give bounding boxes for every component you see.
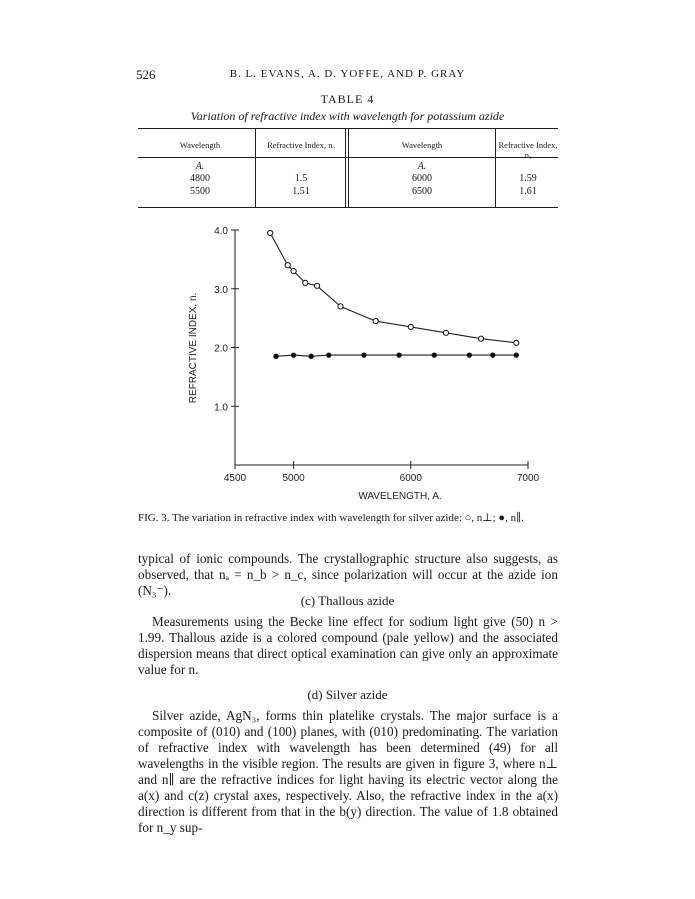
page-number: 526 bbox=[136, 67, 156, 82]
paragraph: typical of ionic compounds. The crystallographic structure also suggests, as observed, that nₐ = n_b > n_c, since polarization will occur at the azide ion (N₃⁻). bbox=[138, 551, 558, 598]
table-cell: 5500 bbox=[190, 186, 210, 197]
data-point-open bbox=[268, 230, 273, 235]
table-header-wavelength: Wavelength bbox=[179, 140, 221, 150]
data-point-filled bbox=[514, 353, 518, 357]
y-tick-label: 2.0 bbox=[214, 343, 228, 355]
table-title: TABLE 4 bbox=[320, 92, 375, 106]
section-heading: (d) Silver azide bbox=[307, 687, 388, 702]
x-tick-label: 5000 bbox=[282, 473, 305, 484]
table-divider bbox=[255, 128, 256, 207]
x-axis-label: WAVELENGTH, A. bbox=[358, 491, 442, 500]
running-head: B. L. EVANS, A. D. YOFFE, AND P. GRAY bbox=[229, 68, 466, 80]
table-divider bbox=[345, 128, 346, 207]
table-header-refractive-index: Refractive Index, nₐ bbox=[498, 140, 558, 160]
paragraph: Measurements using the Becke line effect for sodium light give (50) n > 1.99. Thallous azide is a colored compound (pale yellow) and the associated dispersion means that direct optical examination can give only an approximate value for n. bbox=[138, 614, 558, 677]
data-point-open bbox=[443, 330, 448, 335]
data-point-filled bbox=[291, 353, 295, 357]
series-line-1 bbox=[270, 233, 516, 343]
data-point-filled bbox=[309, 354, 313, 358]
y-tick-label: 3.0 bbox=[214, 284, 228, 296]
table-cell: 6500 bbox=[412, 186, 432, 197]
table-header-wavelength: Wavelength bbox=[401, 140, 443, 150]
y-tick-label: 1.0 bbox=[214, 402, 228, 414]
data-point-open bbox=[291, 269, 296, 274]
x-tick-label: 6000 bbox=[399, 473, 422, 484]
data-point-open bbox=[285, 263, 290, 268]
table-cell: 1.5 bbox=[294, 173, 308, 184]
paragraph: Silver azide, AgN₃, forms thin platelike crystals. The major surface is a composite of (010) and (100) planes, with (010) predominating. The variation of refractive index with wavelength has been determined (49) for all wavelengths in the visible region. The results are given in figure 3, where n⊥ and n∥ are the refractive indices for light having its electric vector along the a(x) and c(z) crystal axes, respectively. Also, the refractive index in the a(x) direction is different from that in the b(y) direction. The value of 1.8 obtained for n_y sup- bbox=[138, 708, 558, 835]
table-cell: 1.51 bbox=[292, 186, 310, 197]
data-point-filled bbox=[491, 353, 495, 357]
data-point-open bbox=[338, 304, 343, 309]
figure-chart bbox=[180, 220, 560, 500]
data-point-open bbox=[373, 318, 378, 323]
x-tick-label: 7000 bbox=[516, 473, 540, 484]
section-heading: (c) Thallous azide bbox=[300, 593, 395, 608]
table-unit: A. bbox=[417, 161, 427, 172]
data-point-filled bbox=[327, 353, 331, 357]
data-point-filled bbox=[362, 353, 366, 357]
table-cell: 6000 bbox=[412, 173, 432, 184]
data-point-filled bbox=[467, 353, 471, 357]
table-divider bbox=[348, 128, 349, 207]
x-tick-label: 4500 bbox=[223, 473, 247, 484]
table-caption: Variation of refractive index with wavelength for potassium azide bbox=[190, 109, 505, 123]
table-divider bbox=[495, 128, 496, 207]
data-point-open bbox=[514, 340, 519, 345]
data-point-filled bbox=[274, 354, 278, 358]
data-point-open bbox=[314, 283, 319, 288]
data-point-filled bbox=[432, 353, 436, 357]
data-point-open bbox=[408, 324, 413, 329]
data-point-open bbox=[303, 280, 308, 285]
table-header-refractive-index: Refractive Index, nₒ bbox=[267, 140, 335, 150]
figure-caption: FIG. 3. The variation in refractive index with wavelength for silver azide: ○, n⊥; ●, n∥. bbox=[138, 512, 524, 524]
table-unit: A. bbox=[195, 161, 205, 172]
chart-svg bbox=[180, 220, 560, 500]
y-tick-label: 4.0 bbox=[214, 226, 228, 237]
data-point-filled bbox=[397, 353, 401, 357]
table-cell: 4800 bbox=[190, 173, 210, 184]
table-cell: 1.59 bbox=[519, 173, 537, 184]
table-bottom-rule bbox=[138, 207, 558, 208]
table-cell: 1.61 bbox=[519, 186, 537, 197]
y-axis-label: REFRACTIVE INDEX, n. bbox=[188, 292, 199, 404]
data-point-open bbox=[479, 336, 484, 341]
